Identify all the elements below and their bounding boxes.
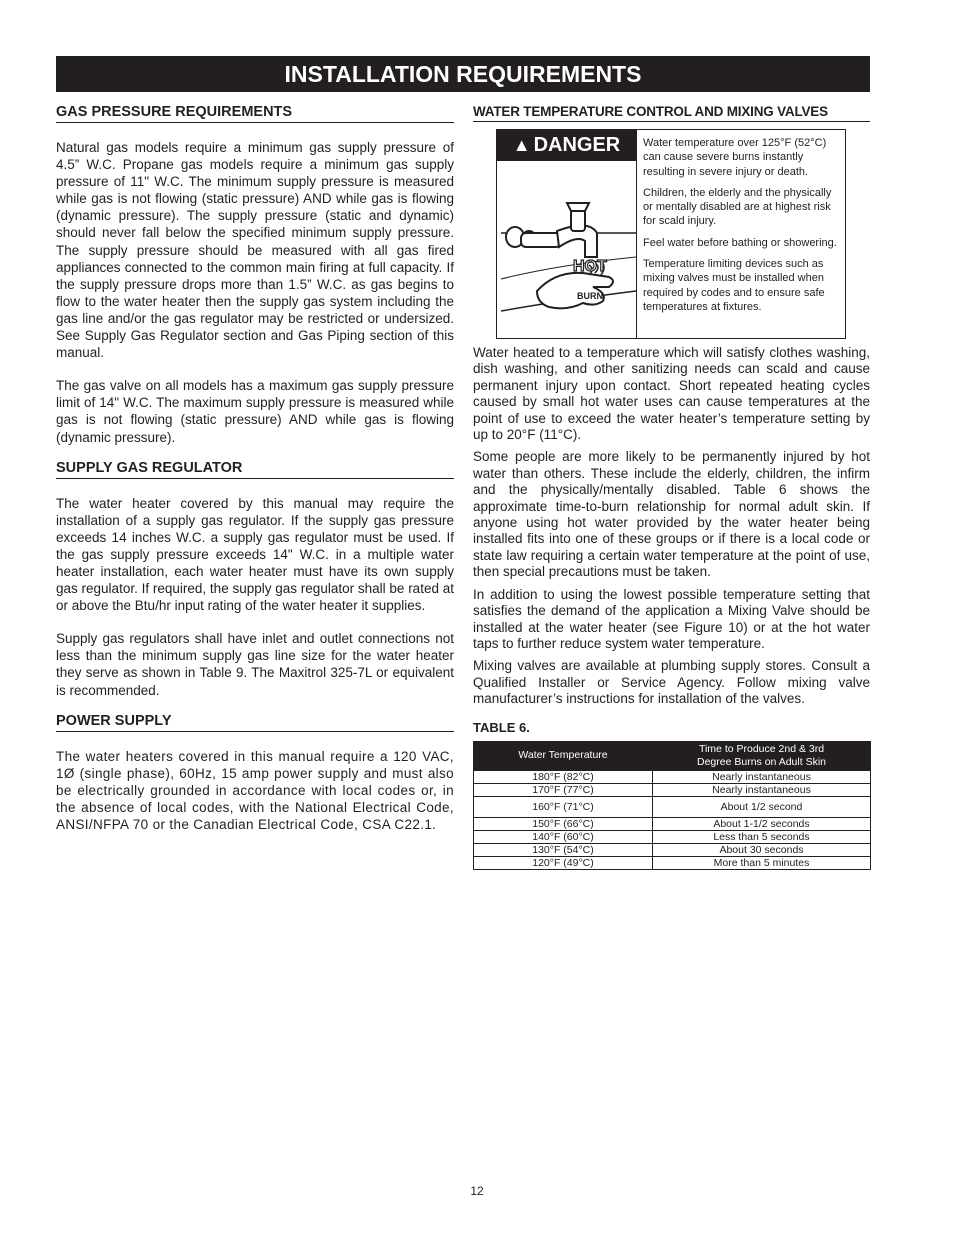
danger-warning-box (496, 129, 846, 339)
danger-left-panel (497, 130, 637, 338)
left-column (56, 104, 454, 833)
gas-pressure-paragraph-1: Natural gas models require a minimum gas supply pressure of 4.5” W.C. Propane gas models require a minimum gas supply pressure of 11" W.C. The minimum supply pressure is measured while gas is not flowing (static pressure) AND while gas is flowing (dynamic pressure). The supply pressure (static and dynamic) should never fall below the specified minimum supply pressure. The supply pressure should be measured with all gas fired appliances connected to the common main firing at full capacity. If the supply pressure drops more than 1.5” W.C. as gas begins to flow to the water heater then the supply gas system including the gas line and/or the gas regulator may be restricted or undersized. See Supply Gas Regulator section and Gas Piping section of this manual. (56, 140, 454, 361)
page-title: INSTALLATION REQUIREMENTS (56, 56, 870, 92)
warning-triangle-icon: ▲ (512, 135, 531, 155)
table-cell-time: Less than 5 seconds (653, 830, 871, 843)
burn-label: BURN (577, 291, 603, 301)
table-row (474, 770, 871, 783)
table-header-time (653, 741, 871, 770)
water-temp-paragraph-4: Mixing valves are available at plumbing supply stores. Consult a Qualified Installer or Service Agency. Follow mixing valve manufacturer’s instructions for installation of the valves. (473, 658, 870, 707)
water-temp-heading: WATER TEMPERATURE CONTROL AND MIXING VALVES (473, 104, 870, 122)
table-header-row (474, 741, 871, 770)
table-cell-time: About 1-1/2 seconds (653, 817, 871, 830)
table-row (474, 817, 871, 830)
table-cell-temp: 150°F (66°C) (474, 817, 653, 830)
right-column (473, 104, 870, 870)
table-row (474, 843, 871, 856)
burn-time-table (473, 741, 871, 870)
power-supply-heading: POWER SUPPLY (56, 713, 454, 732)
table-cell-time: About 30 seconds (653, 843, 871, 856)
table-row (474, 783, 871, 796)
table-header-time-line1: Time to Produce 2nd & 3rd (698, 742, 825, 755)
table-cell-temp: 170°F (77°C) (474, 783, 653, 796)
danger-text: DANGER (533, 134, 621, 156)
table-row (474, 856, 871, 869)
water-temp-paragraph-1: Water heated to a temperature which will satisfy clothes washing, dish washing, and other sanitizing needs can scald and cause permanent injury upon contact. Short repeated heating cycles caused by small hot water uses can cause temperatures at the point of use to exceed the water heater’s temperature setting by up to 20°F (11°C). (473, 345, 870, 443)
water-temp-paragraph-2: Some people are more likely to be permanently injured by hot water than others. These include the elderly, children, the infirm and the physically/mentally disabled. Table 6 shows the approximate time-to-burn relationship for normal adult skin. If anyone using hot water provided by the water heater being installed fits into one of these groups or if there is a local code or state law requiring a certain water temperature at the point of use, then special precautions must be taken. (473, 449, 870, 580)
table-header-time-line2: Degree Burns on Adult Skin (697, 755, 826, 768)
power-supply-paragraph: The water heaters covered in this manual require a 120 VAC, 1Ø (single phase), 60Hz, 15 amp power supply and must also be electrically grounded in accordance with local codes or, in the absence of local codes, with the National Electrical Code, ANSI/NFPA 70 or the Canadian Electrical Code, CSA C22.1. (56, 748, 454, 832)
supply-regulator-paragraph-1: The water heater covered by this manual may require the installation of a supply gas regulator. If the supply gas pressure exceeds 14 inches W.C. a supply gas regulator must be used. If the gas supply pressure exceeds 14" W.C. in a multiple water heater installation, each water heater must have its own supply gas regulator. If required, the supply gas regulator shall be rated at or above the Btu/hr input rating of the water heater it supplies. (56, 495, 454, 614)
table-cell-temp: 130°F (54°C) (474, 843, 653, 856)
table-cell-time: Nearly instantaneous (653, 770, 871, 783)
danger-item: Temperature limiting devices such as mixing valves must be installed when required by codes and to ensure safe temperatures at fixtures. (643, 258, 825, 313)
danger-label (497, 130, 636, 161)
table-cell-time: Nearly instantaneous (653, 783, 871, 796)
danger-item: Children, the elderly and the physically or mentally disabled are at highest risk for scald injury. (643, 186, 832, 228)
danger-item: Feel water before bathing or showering. (643, 236, 837, 249)
table-cell-temp: 140°F (60°C) (474, 830, 653, 843)
table-cell-temp: 160°F (71°C) (474, 796, 653, 817)
supply-regulator-heading: SUPPLY GAS REGULATOR (56, 460, 454, 479)
table-header-temperature: Water Temperature (474, 741, 653, 770)
table-cell-time: About 1/2 second (653, 796, 871, 817)
water-temp-paragraph-3: In addition to using the lowest possible temperature setting that satisfies the demand of the application a Mixing Valve should be installed at the water heater (see Figure 10) or at the hot water taps to further reduce system water temperature. (473, 586, 870, 651)
table-row (474, 830, 871, 843)
page-number: 12 (470, 1184, 484, 1198)
hot-label: HOT (573, 258, 607, 275)
hot-water-burn-icon (497, 161, 636, 338)
danger-item: Water temperature over 125°F (52°C) can cause severe burns instantly resulting in severe injury or death. (643, 137, 827, 178)
danger-messages (643, 136, 841, 314)
gas-pressure-paragraph-2: The gas valve on all models has a maximum gas supply pressure limit of 14" W.C. The maximum supply pressure is measured while gas is not flowing (static pressure) AND while gas is flowing (dynamic pressure). (56, 378, 454, 445)
table-cell-time: More than 5 minutes (653, 856, 871, 869)
table-cell-temp: 180°F (82°C) (474, 770, 653, 783)
supply-regulator-paragraph-2: Supply gas regulators shall have inlet and outlet connections not less than the minimum supply gas line size for the water heater they serve as shown in Table 9. The Maxitrol 325-7L or equivalent is recommended. (56, 631, 454, 698)
table-row (474, 796, 871, 817)
table-label: TABLE 6. (473, 719, 530, 735)
table-cell-temp: 120°F (49°C) (474, 856, 653, 869)
gas-pressure-heading: GAS PRESSURE REQUIREMENTS (56, 104, 454, 123)
